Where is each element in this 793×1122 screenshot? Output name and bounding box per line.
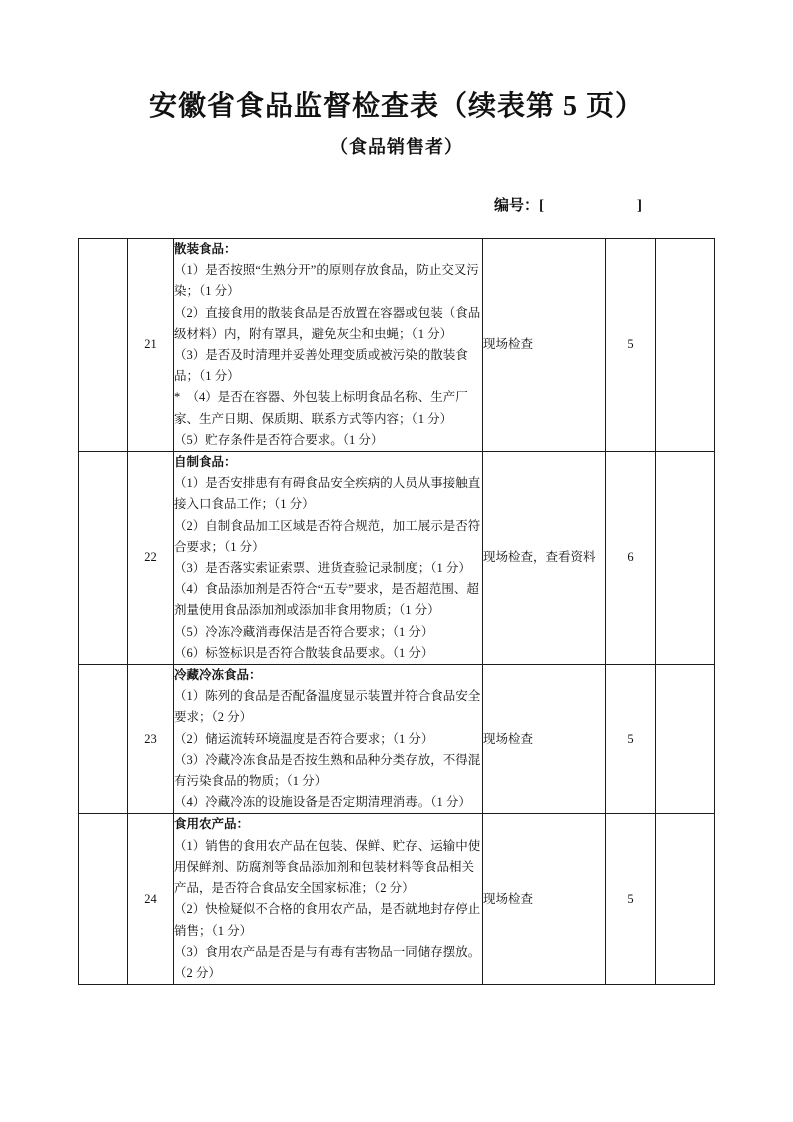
- category-heading: 散装食品：: [174, 242, 237, 256]
- page-title: 安徽省食品监督检查表（续表第 5 页）: [148, 91, 644, 122]
- checklist-item: （4）冷藏冷冻的设施设备是否定期清理消毒。（1 分）: [174, 795, 471, 810]
- checklist-item: （3）是否落实索证索票、进货查验记录制度；（1 分）: [174, 561, 471, 576]
- empty-cell: [79, 239, 128, 452]
- item-number: 21: [128, 239, 174, 452]
- empty-cell: [656, 814, 715, 985]
- serial-label: 编号：[: [494, 198, 544, 214]
- checklist-item: （3）是否及时清理并妥善处理变质或被污染的散装食品；（1 分）: [174, 348, 468, 384]
- score-value: 5: [606, 814, 656, 985]
- category-heading: 冷藏冷冻食品：: [174, 668, 262, 683]
- item-content: [174, 665, 483, 814]
- checklist-item: （3）冷藏冷冻食品是否按生熟和品种分类存放，不得混有污染食品的物质；（1 分）: [174, 752, 481, 789]
- table-row-23: [79, 665, 715, 814]
- empty-cell: [79, 665, 128, 814]
- serial-close-bracket: ]: [637, 198, 642, 214]
- item-content: [174, 239, 483, 452]
- checklist-item: （2）直接食用的散装食品是否放置在容器或包装（食品级材料）内，附有罩具，避免灰尘和虫蝇；（1 分）: [174, 305, 481, 341]
- checklist-item: （6）标签标识是否符合散装食品要求。（1 分）: [174, 645, 434, 660]
- empty-cell: [656, 452, 715, 665]
- serial-number-field: [494, 194, 642, 215]
- checklist-items: [174, 473, 482, 664]
- checklist-item: * （4）是否在容器、外包装上标明食品名称、生产厂家、生产日期、保质期、联系方式等内容；（1 分）: [174, 390, 468, 426]
- checklist-item: （2）快检疑似不合格的食用农产品，是否就地封存停止销售；（1 分）: [174, 902, 481, 938]
- item-number: 24: [128, 814, 174, 985]
- empty-cell: [79, 452, 128, 665]
- empty-cell: [656, 665, 715, 814]
- checklist-item: （1）销售的食用农产品在包装、保鲜、贮存、运输中使用保鲜剂、防腐剂等食品添加剂和包装材料等食品相关产品，是否符合食品安全国家标准；（2 分）: [174, 838, 481, 896]
- checklist-items: [174, 686, 482, 813]
- item-number: 22: [128, 452, 174, 665]
- checklist-item: （2）自制食品加工区域是否符合规范，加工展示是否符合要求；（1 分）: [174, 518, 481, 554]
- item-content: [174, 452, 483, 665]
- checklist-item: （1）陈列的食品是否配备温度显示装置并符合食品安全要求；（2 分）: [174, 689, 481, 725]
- empty-cell: [79, 814, 128, 985]
- table-row-21: [79, 239, 715, 452]
- inspection-table: [78, 238, 715, 985]
- item-content: [174, 814, 483, 985]
- table-row-24: [79, 814, 715, 985]
- item-number: 23: [128, 665, 174, 814]
- inspection-method: 现场检查: [483, 665, 606, 814]
- inspection-method: 现场检查: [483, 814, 606, 985]
- score-value: 5: [606, 239, 656, 452]
- inspection-method: 现场检查: [483, 239, 606, 452]
- checklist-item: （3）食用农产品是否是与有毒有害物品一同储存摆放。（2 分）: [174, 944, 481, 980]
- checklist-item: （5）贮存条件是否符合要求。（1 分）: [174, 432, 384, 447]
- checklist-items: [174, 836, 482, 984]
- inspection-method: 现场检查，查看资料: [483, 452, 606, 665]
- category-heading: 食用农产品：: [174, 817, 250, 832]
- table-row-22: [79, 452, 715, 665]
- checklist-item: （4）食品添加剂是否符合“五专”要求，是否超范围、超剂量使用食品添加剂或添加非食用物质；（1 分）: [174, 582, 479, 618]
- empty-cell: [656, 239, 715, 452]
- category-heading: 自制食品：: [174, 455, 237, 470]
- score-value: 5: [606, 665, 656, 814]
- checklist-item: （2）储运流转环境温度是否符合要求；（1 分）: [174, 731, 434, 746]
- page-subtitle: （食品销售者）: [330, 137, 463, 157]
- checklist-item: （1）是否按照“生熟分开”的原则存放食品，防止交叉污染；（1 分）: [174, 263, 479, 299]
- checklist-item: （5）冷冻冷藏消毒保洁是否符合要求；（1 分）: [174, 624, 434, 639]
- checklist-items: [174, 260, 482, 451]
- score-value: 6: [606, 452, 656, 665]
- checklist-item: （1）是否安排患有有碍食品安全疾病的人员从事接触直接入口食品工作；（1 分）: [174, 476, 481, 512]
